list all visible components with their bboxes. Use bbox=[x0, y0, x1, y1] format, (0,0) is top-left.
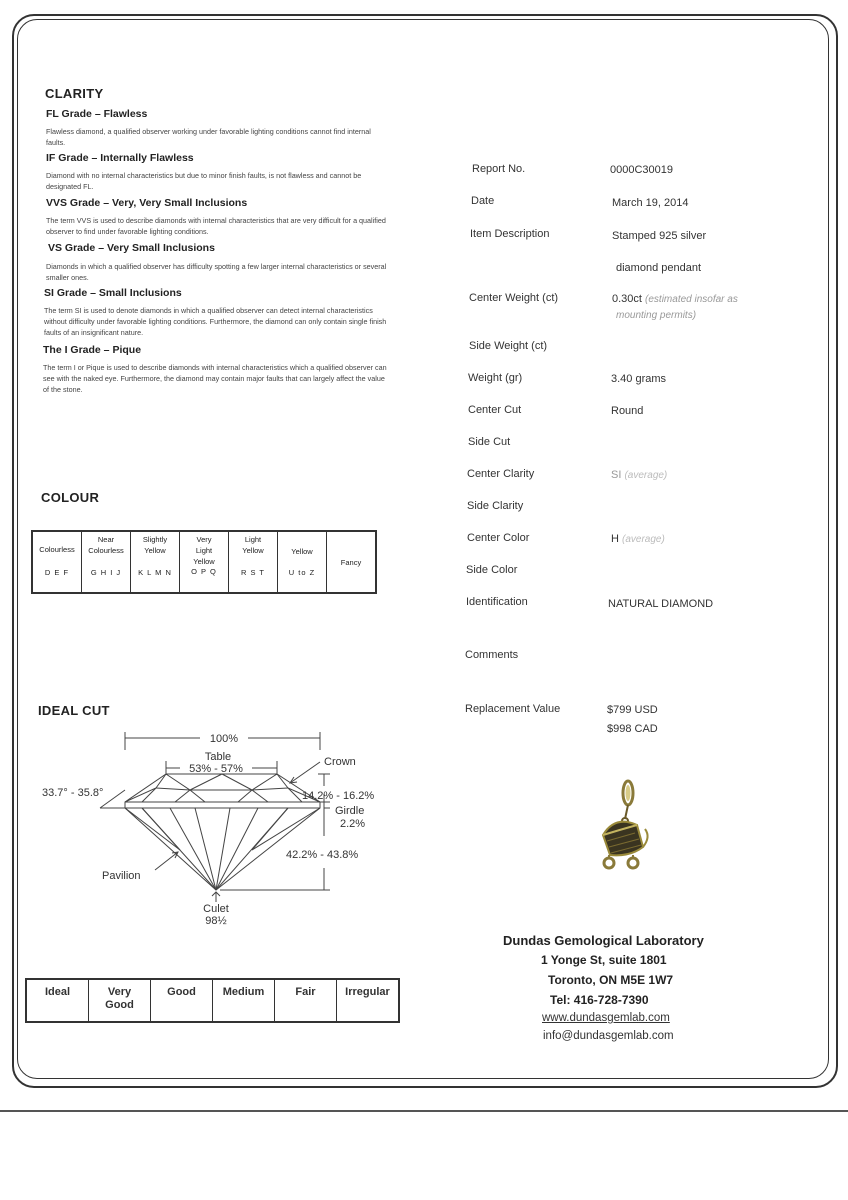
total-width-label: 100% bbox=[209, 733, 239, 745]
clarity-title: CLARITY bbox=[45, 86, 104, 101]
colour-cell-letters: D E F bbox=[44, 568, 70, 577]
clarity-grade-if-description: Diamond with no internal characteristics but due to minor finish faults, is not flawless and cannot be designated FL. bbox=[46, 171, 362, 191]
colour-cell-light-yellow bbox=[229, 531, 278, 593]
colour-cell-letters: O P Q bbox=[191, 567, 217, 576]
page-edge-rule bbox=[0, 1110, 848, 1112]
crown-height-label: 14.2% - 16.2% bbox=[302, 790, 375, 802]
center-weight-amount: 0.30ct bbox=[612, 293, 642, 305]
weight-label: Weight (gr) bbox=[468, 372, 523, 384]
diamond-proportions-diagram bbox=[30, 720, 400, 935]
colour-cell-label: Very Light Yellow bbox=[193, 535, 215, 566]
center-clarity-grade: SI bbox=[611, 469, 622, 481]
cut-grade-label: Fair bbox=[295, 986, 316, 998]
report-no-label: Report No. bbox=[472, 163, 526, 175]
center-clarity-note: (average) bbox=[624, 470, 668, 481]
comments-label: Comments bbox=[465, 649, 519, 661]
pendant-photo bbox=[585, 775, 665, 885]
colour-cell-label: Colourless bbox=[39, 545, 75, 554]
colour-cell-letters: U to Z bbox=[288, 568, 316, 577]
lab-phone: Tel: 416-728-7390 bbox=[550, 993, 649, 1007]
lab-address-line2: Toronto, ON M5E 1W7 bbox=[548, 973, 674, 987]
cut-grade-label: Irregular bbox=[345, 986, 390, 998]
clarity-grade-i-heading: The I Grade – Pique bbox=[43, 344, 142, 356]
colour-cell-label: Slightly Yellow bbox=[142, 535, 168, 555]
replacement-value-usd: $799 USD bbox=[607, 704, 658, 716]
colour-cell-near-colourless bbox=[82, 531, 131, 593]
clarity-grade-fl-heading: FL Grade – Flawless bbox=[46, 108, 148, 120]
crown-angle-label: 33.7° - 35.8° bbox=[42, 787, 104, 799]
clarity-grade-si-heading: SI Grade – Small Inclusions bbox=[44, 287, 182, 299]
cut-grade-irregular bbox=[337, 979, 400, 1022]
lab-name: Dundas Gemological Laboratory bbox=[503, 933, 704, 948]
weight-value: 3.40 grams bbox=[611, 373, 667, 385]
ideal-cut-title: IDEAL CUT bbox=[38, 703, 110, 718]
cut-grade-label: Medium bbox=[222, 986, 265, 998]
center-cut-label: Center Cut bbox=[468, 404, 522, 416]
colour-cell-label: Light Yellow bbox=[242, 535, 264, 555]
colour-cell-very-light-yellow bbox=[180, 531, 229, 593]
center-color-label: Center Color bbox=[467, 532, 530, 544]
side-color-label: Side Color bbox=[466, 564, 518, 576]
cut-grade-fair bbox=[275, 979, 337, 1022]
cut-grade-very-good bbox=[89, 979, 151, 1022]
lab-address-line1: 1 Yonge St, suite 1801 bbox=[541, 953, 667, 967]
colour-scale-table bbox=[31, 530, 377, 594]
culet-value: 98½ bbox=[205, 915, 227, 927]
clarity-grade-vvs-heading: VVS Grade – Very, Very Small Inclusions bbox=[46, 197, 248, 209]
lab-email: info@dundasgemlab.com bbox=[543, 1030, 674, 1042]
colour-cell-label: Yellow bbox=[291, 547, 313, 556]
girdle-label: Girdle bbox=[335, 805, 365, 817]
cut-grade-label: Good bbox=[167, 986, 196, 998]
cut-grade-table bbox=[25, 978, 400, 1023]
colour-cell-label: Fancy bbox=[340, 557, 362, 567]
cut-grade-label: Ideal bbox=[44, 986, 71, 998]
item-description-line2: diamond pendant bbox=[616, 262, 702, 274]
item-description-line1: Stamped 925 silver bbox=[612, 230, 707, 242]
clarity-grade-fl-description: Flawless diamond, a qualified observer working under favorable lighting conditions cannot find internal faults. bbox=[46, 127, 371, 147]
date-label: Date bbox=[471, 195, 495, 207]
cut-grade-label-line2: Good bbox=[105, 999, 134, 1011]
center-color-note: (average) bbox=[622, 534, 665, 545]
clarity-grade-if-heading: IF Grade – Internally Flawless bbox=[46, 152, 194, 164]
replacement-value-label: Replacement Value bbox=[465, 703, 561, 715]
clarity-grade-si-description: The term SI is used to denote diamonds in which a qualified observer can detect internal characteristics without difficulty under favorable lighting conditions. Furthermore, the diamond can only contain single finish faults of an insignificant nature. bbox=[44, 306, 387, 337]
colour-cell-letters: G H I J bbox=[90, 568, 122, 577]
date-value: March 19, 2014 bbox=[612, 197, 689, 209]
colour-title: COLOUR bbox=[41, 490, 100, 505]
center-clarity-value bbox=[611, 469, 667, 481]
cut-grade-ideal bbox=[26, 979, 89, 1022]
center-weight-value bbox=[612, 293, 738, 305]
cut-grade-medium bbox=[213, 979, 275, 1022]
table-label: Table bbox=[204, 751, 232, 763]
pavilion-label: Pavilion bbox=[102, 870, 141, 882]
identification-value: NATURAL DIAMOND bbox=[608, 598, 714, 610]
center-clarity-label: Center Clarity bbox=[467, 468, 535, 480]
cut-grade-good bbox=[151, 979, 213, 1022]
clarity-grade-vs-description: Diamonds in which a qualified observer has difficulty spotting a few larger internal characteristics or several smaller ones. bbox=[46, 262, 387, 282]
colour-cell-slightly-yellow bbox=[131, 531, 180, 593]
lab-website-link[interactable]: www.dundasgemlab.com bbox=[542, 1012, 670, 1024]
table-range-label: 53% - 57% bbox=[189, 763, 243, 775]
colour-cell-colourless bbox=[32, 531, 82, 593]
center-color-grade: H bbox=[611, 533, 619, 545]
colour-cell-letters: K L M N bbox=[138, 568, 172, 577]
colour-cell-label: Near Colourless bbox=[88, 535, 124, 555]
cut-grade-label: Very bbox=[107, 986, 132, 998]
colour-cell-yellow bbox=[278, 531, 327, 593]
clarity-grade-i-description: The term I or Pique is used to describe diamonds with internal characteristics which a qualified observer can see with the naked eye. Furthermore, the diamond may contain major faults that can largely affect the value of the stone. bbox=[43, 363, 387, 394]
side-clarity-label: Side Clarity bbox=[467, 500, 524, 512]
report-no-value: 0000C30019 bbox=[610, 164, 674, 176]
culet-label: Culet bbox=[203, 903, 229, 915]
clarity-grade-vvs-description: The term VVS is used to describe diamonds with internal characteristics that are very difficult for a qualified observer to find under favorable lighting conditions. bbox=[46, 216, 386, 236]
clarity-grade-vs-heading: VS Grade – Very Small Inclusions bbox=[48, 242, 215, 254]
center-weight-label: Center Weight (ct) bbox=[469, 292, 559, 304]
identification-label: Identification bbox=[466, 596, 528, 608]
center-weight-note: (estimated insofar as bbox=[645, 294, 738, 305]
pavilion-depth-label: 42.2% - 43.8% bbox=[286, 849, 359, 861]
colour-cell-fancy bbox=[327, 531, 377, 593]
replacement-value-cad: $998 CAD bbox=[607, 723, 658, 735]
center-cut-value: Round bbox=[611, 405, 644, 417]
girdle-value: 2.2% bbox=[340, 818, 366, 830]
center-weight-note-line2: mounting permits) bbox=[616, 310, 697, 321]
side-weight-label: Side Weight (ct) bbox=[469, 340, 548, 352]
item-description-label: Item Description bbox=[470, 228, 550, 240]
center-color-value bbox=[611, 533, 665, 545]
colour-cell-letters: R S T bbox=[240, 568, 266, 577]
side-cut-label: Side Cut bbox=[468, 436, 511, 448]
crown-label: Crown bbox=[324, 756, 356, 768]
